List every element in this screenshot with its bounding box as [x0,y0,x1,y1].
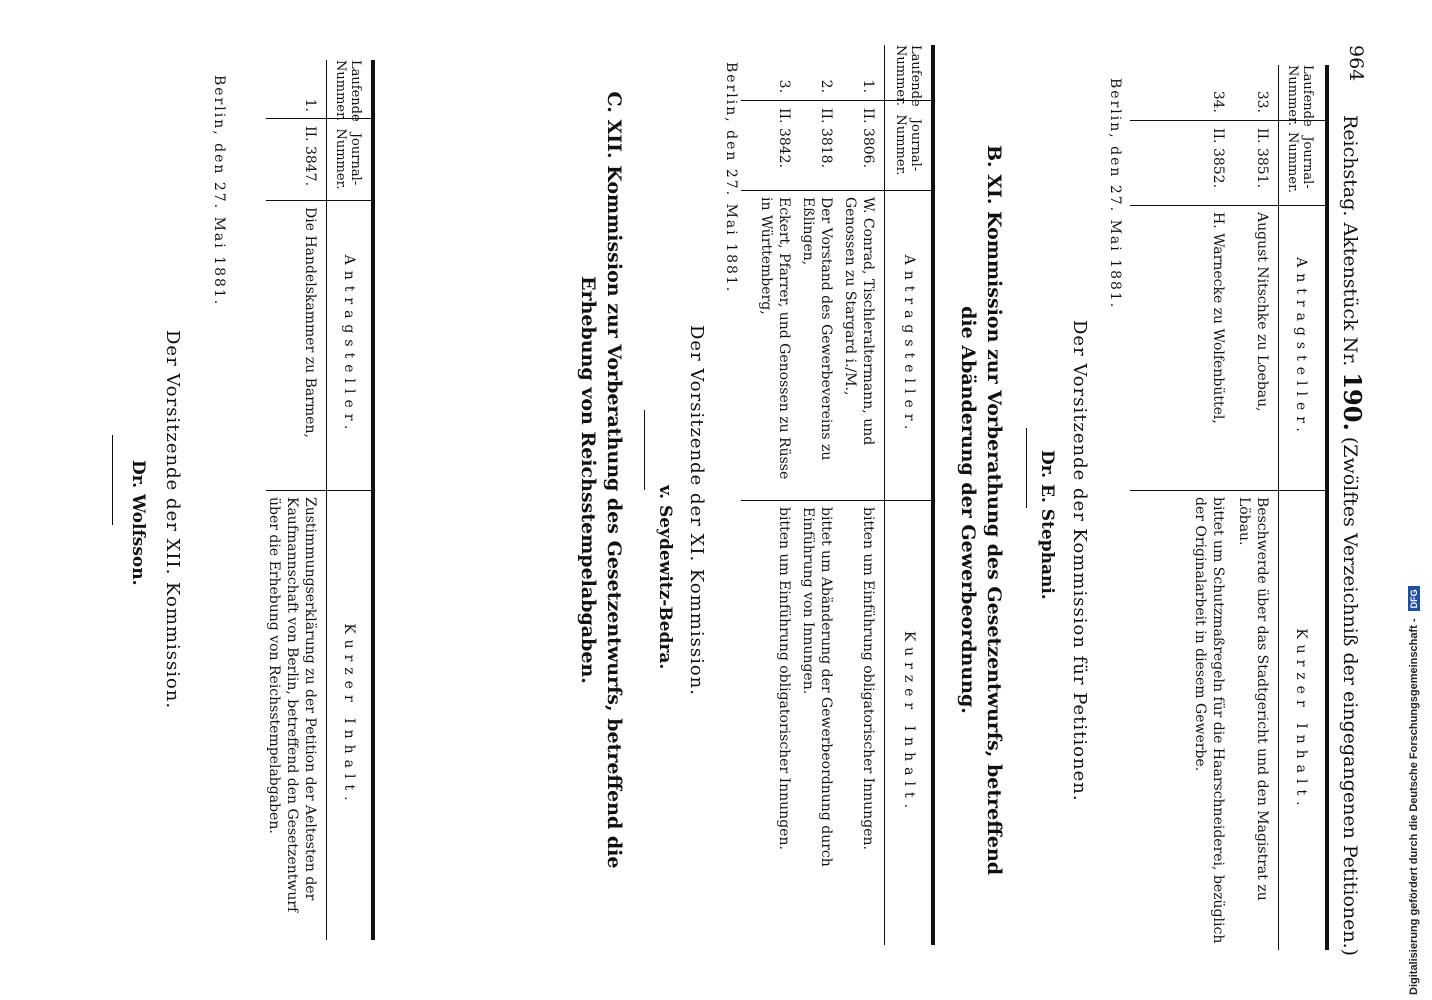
row-antragsteller: Der Vorstand des Gewerbevereins zu Eßlingen, [800,197,834,461]
section-c-chair-name: Dr. Wolfsson. [128,460,148,586]
row-lfd: 3. [776,79,792,93]
doc-number: 190. [1338,372,1367,431]
row-lfd: 34. [1210,90,1226,113]
row-inhalt: bitten um Einführung obligatorischer Innungen. [776,507,792,850]
row-inhalt: bitten um Einführung obligatorischer Innungen. [860,507,876,850]
section-c-title: C. XII. Kommission zur Vorberathung des Gesetzentwurfs, betreffend die Erhebung von Reichsstempelabgaben. [577,91,625,869]
row-lfd: 1. [860,79,876,93]
page-number: 964 [1345,45,1367,82]
row-lfd: 1. [302,98,318,112]
row-journal: II. 3818. [818,108,834,169]
running-subtitle: (Zwölftes Verzeichniß der eingegangenen Petitionen.) [1339,436,1361,957]
running-title-text: Reichstag. Aktenstück Nr. [1339,115,1361,367]
row-inhalt: bittet um Schutzmaßregeln für die Haarschneiderei, bezüglich der Originalarbeit in diesem Gewerbe. [1192,497,1226,944]
row-antragsteller: H. Warnecke zu Wolfenbüttel, [1210,212,1226,424]
table-a-header-antragsteller: Antragsteller. [1293,257,1309,438]
row-inhalt: Zustimmungserklärung zu der Petition der Aeltesten der Kaufmannschaft von Berlin, betreffend den Gesetzentwurf über die Erhebung von Reichsstempelabgaben. [266,497,318,913]
section-b-chair-line: Der Vorsitzende der XI. Kommission. [686,325,707,696]
row-journal: II. 3842. [776,108,792,169]
row-lfd: 33. [1254,90,1270,113]
row-journal: II. 3847. [302,126,318,187]
table-a-header-lfd: Laufende Nummer. [1285,65,1315,127]
section-a-date: Berlin, den 27. Mai 1881. [1107,78,1123,310]
section-a-chair-name: Dr. E. Stephani. [1037,450,1057,600]
table-b-top-rule [931,45,935,945]
running-title [1338,115,1367,956]
separator-rule [644,410,645,490]
row-lfd: 2. [818,79,834,93]
section-b-date: Berlin, den 27. Mai 1881. [723,62,739,294]
dfg-credit-label [1408,586,1420,995]
row-journal: II. 3851. [1254,128,1270,189]
table-b-header-inhalt: Kurzer Inhalt. [901,630,917,815]
table-a-header-rule [1278,65,1279,950]
row-inhalt: bittet um Abänderung der Gewerbeordnung durch Einführung von Innungen. [800,507,834,867]
table-b-header-lfd: Laufende Nummer. [893,45,923,107]
row-inhalt: Beschwerde über das Stadtgericht und den Magistrat zu Löbau. [1236,497,1270,901]
table-c-header-rule [326,60,327,940]
separator-rule [1026,428,1027,508]
section-c-chair-line: Der Vorsitzende der XII. Kommission. [162,330,183,710]
table-b-header-antragsteller: Antragsteller. [901,254,917,436]
table-a-header-inhalt: Kurzer Inhalt. [1293,628,1309,812]
row-antragsteller: August Nitschke zu Loebau, [1254,212,1270,412]
row-journal: II. 3852. [1210,128,1226,189]
dfg-logo-icon: DFG [1408,586,1420,611]
row-antragsteller: W. Conrad, Tischleraltermann, und Genossen zu Stargard i./M., [842,197,876,446]
table-a-header-journal: Journal-Nummer. [1285,131,1315,193]
row-antragsteller: Eckert, Pfarrer, und Genossen zu Rüsse in Württemberg, [758,197,792,480]
table-b-header-rule [884,45,885,945]
table-c-header-antragsteller: Antragsteller. [341,254,357,436]
row-antragsteller: Die Handelskammer zu Barmen, [302,207,318,438]
row-journal: II. 3806. [860,108,876,169]
section-b-title: B. XI. Kommission zur Vorberathung des Gesetzentwurfs, betreffend die Abänderung der Gewerbeordnung. [957,144,1005,876]
section-c-date: Berlin, den 27. Mai 1881. [211,75,227,307]
dfg-credit-text: Digitalisierung gefördert durch die Deutsche Forschungsgemeinschaft - [1408,618,1420,995]
table-b-header-journal: Journal-Nummer. [893,114,923,176]
table-a-top-rule [1325,65,1329,950]
section-a-chair-line: Der Vorsitzende der Kommission für Petitionen. [1069,320,1090,802]
separator-rule [112,435,113,525]
table-c-header-journal: Journal-Nummer. [333,128,363,190]
table-c-top-rule [371,60,375,940]
section-b-chair-name: v. Seydewitz-Bedra. [655,485,675,670]
table-c-header-inhalt: Kurzer Inhalt. [341,623,357,807]
table-c-header-lfd: Laufende Nummer. [333,60,363,122]
